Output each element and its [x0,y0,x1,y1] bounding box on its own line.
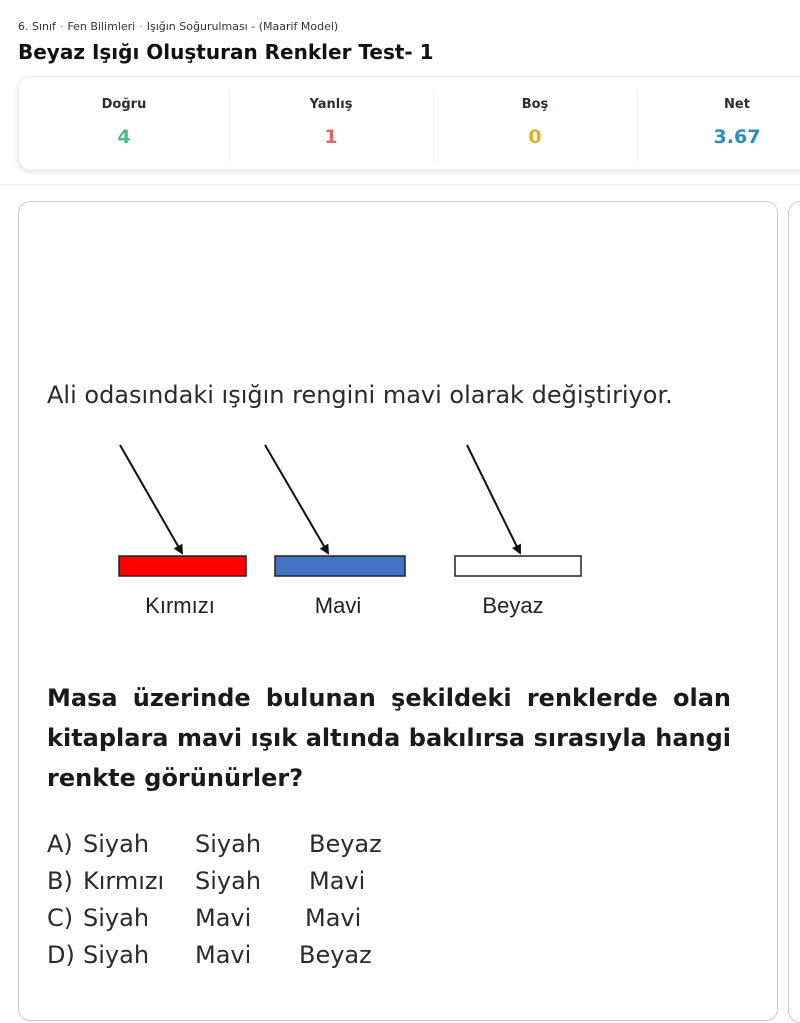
breadcrumb-topic[interactable]: Işığın Soğurulması - (Maarif Model) [146,20,339,33]
option-letter: C) [47,904,74,932]
light-ray-arrow [265,445,328,553]
option-letter: A) [47,830,73,858]
net-label: Net [724,97,750,112]
page-title: Beyaz Işığı Oluşturan Renkler Test- 1 [18,40,434,64]
red-book [119,556,246,576]
option-color-2: Mavi [195,941,252,969]
breadcrumb-grade[interactable]: 6. Sınıf [18,20,56,33]
option-color-2: Siyah [195,830,262,858]
option-color-1: Kırmızı [83,867,165,895]
question-intro: Ali odasındaki ışığın rengini mavi olarak değiştiriyor. [47,381,673,409]
breadcrumb-separator: · [59,20,64,33]
option-color-3: Mavi [309,867,366,895]
option-color-3: Beyaz [299,941,372,969]
light-ray-arrow [467,445,520,553]
net-value: 3.67 [713,126,761,148]
option-letter: D) [47,941,75,969]
option-color-1: Siyah [83,941,150,969]
red-book-label: Kırmızı [145,593,215,618]
correct-value: 4 [117,126,131,148]
option-color-2: Mavi [195,904,252,932]
option-color-1: Siyah [83,904,150,932]
wrong-label: Yanlış [309,97,353,112]
white-book-label: Beyaz [482,593,544,618]
option-color-2: Siyah [195,867,262,895]
blue-book-label: Mavi [314,593,362,618]
option-color-3: Beyaz [309,830,382,858]
option-letter: B) [47,867,73,895]
breadcrumb-subject[interactable]: Fen Bilimleri [67,20,136,33]
blue-book [275,556,405,576]
empty-value: 0 [528,126,542,148]
breadcrumb-separator: · [139,20,143,33]
option-color-1: Siyah [83,830,150,858]
option-color-3: Mavi [305,904,362,932]
light-ray-arrow [120,445,182,553]
question-text: Masa üzerinde bulunan şekildeki renklerde olan kitaplara mavi ışık altında bakılırsa sırasıyla hangi renkte görünürler? [47,684,731,792]
correct-label: Doğru [101,97,147,112]
empty-label: Boş [521,97,549,112]
wrong-value: 1 [324,126,338,148]
white-book [455,556,581,576]
